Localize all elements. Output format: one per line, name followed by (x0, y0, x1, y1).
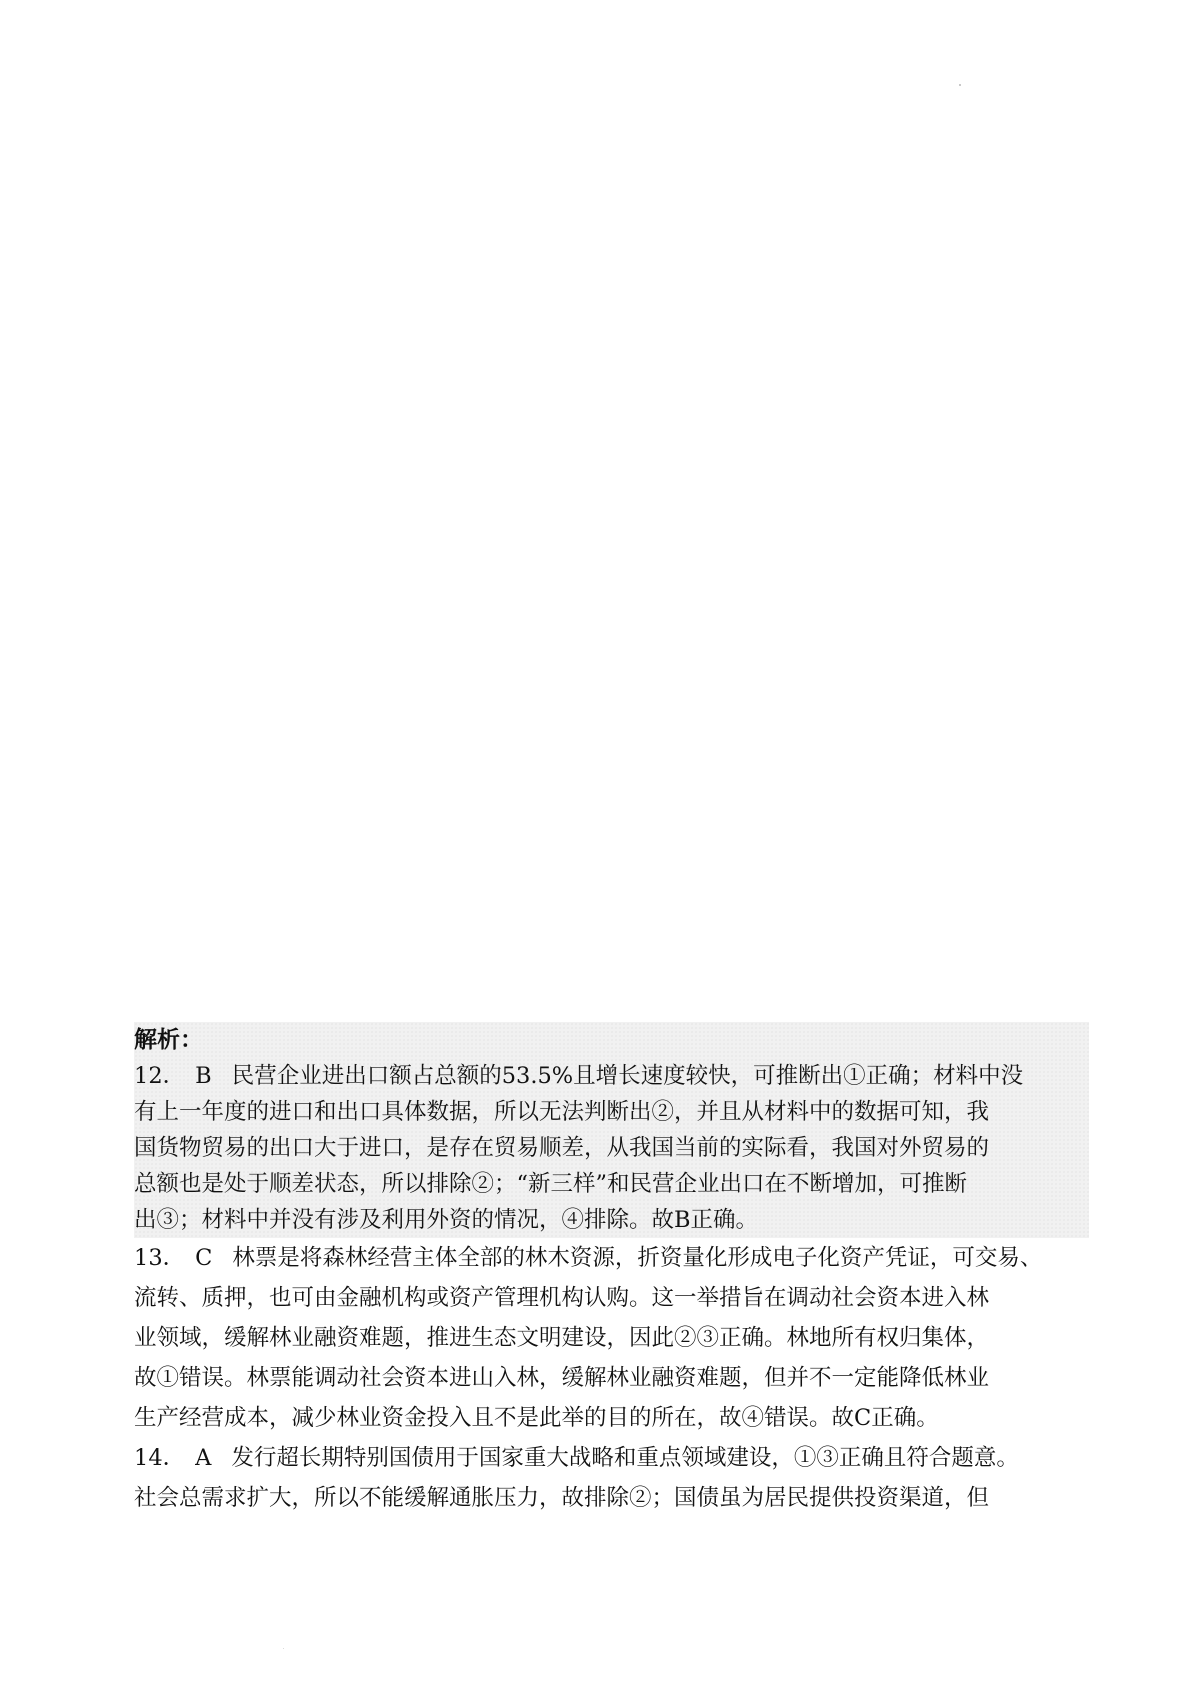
question-text: 发行超长期特别国债用于国家重大战略和重点领域建设，①③正确且符合题意。 (231, 1445, 1019, 1471)
question-line: 总额也是处于顺差状态，所以排除②；“新三样”和民营企业出口在不断增加，可推断 (134, 1171, 968, 1197)
question-line (134, 1238, 1089, 1278)
question-line: 流转、质押，也可由金融机构或资产管理机构认购。这一举措旨在调动社会资本进入林 (134, 1285, 990, 1311)
question-line (134, 1058, 1089, 1094)
question-text: 民营企业进出口额占总额的53.5%且增长速度较快，可推断出①正确；材料中没 (231, 1063, 1024, 1089)
question-12 (134, 1058, 1089, 1238)
question-answer: A (195, 1445, 212, 1471)
question-answer: C (195, 1245, 213, 1271)
scan-speck (959, 84, 961, 86)
analysis-heading: 解析： (134, 1026, 203, 1053)
question-line: 社会总需求扩大，所以不能缓解通胀压力，故排除②；国债虽为居民提供投资渠道，但 (134, 1485, 990, 1511)
question-line: 出③；材料中并没有涉及利用外资的情况，④排除。故B正确。 (134, 1207, 759, 1233)
analysis-section (134, 1022, 1089, 1518)
question-line: 有上一年度的进口和出口具体数据，所以无法判断出②，并且从材料中的数据可知，我 (134, 1099, 990, 1125)
question-text: 林票是将森林经营主体全部的林木资源，折资量化形成电子化资产凭证，可交易、 (232, 1245, 1043, 1271)
question-line (134, 1438, 1089, 1478)
question-14 (134, 1438, 1089, 1518)
question-13 (134, 1238, 1089, 1438)
question-answer: B (195, 1063, 212, 1089)
question-number: 14． (134, 1445, 186, 1471)
shaded-region (134, 1022, 1089, 1238)
question-line: 业领域，缓解林业融资难题，推进生态文明建设，因此②③正确。林地所有权归集体， (134, 1325, 990, 1351)
question-line: 国货物贸易的出口大于进口，是存在贸易顺差，从我国当前的实际看，我国对外贸易的 (134, 1135, 990, 1161)
question-number: 13． (134, 1245, 186, 1271)
scan-speck (283, 1648, 284, 1649)
question-number: 12． (134, 1063, 186, 1089)
question-line: 故①错误。林票能调动社会资本进山入林，缓解林业融资难题，但并不一定能降低林业 (134, 1365, 990, 1391)
question-line: 生产经营成本，减少林业资金投入且不是此举的目的所在，故④错误。故C正确。 (134, 1405, 939, 1431)
